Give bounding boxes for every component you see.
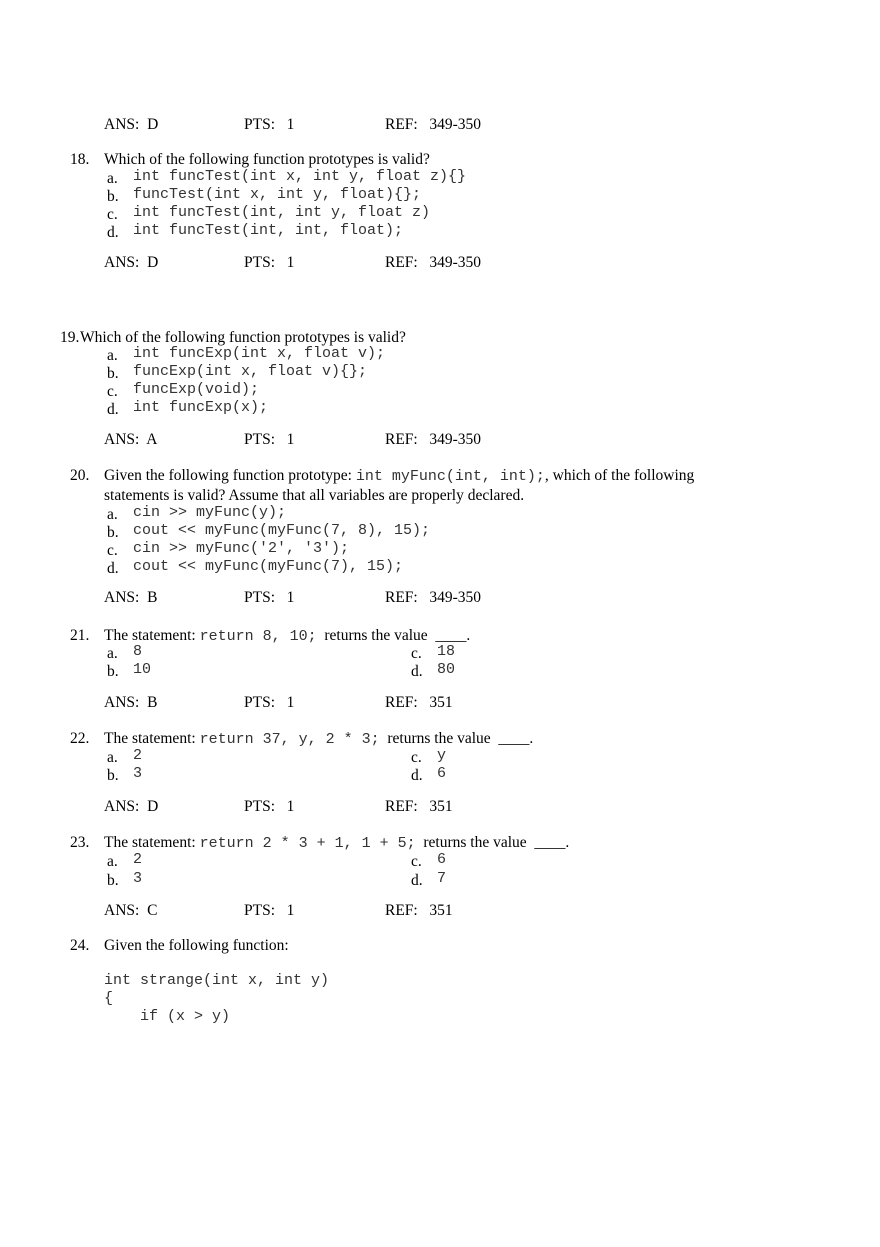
option-code: 2 <box>133 851 143 868</box>
question-text <box>104 467 694 486</box>
reference-label: REF: 349-350 <box>385 254 482 271</box>
option-code: cin >> myFunc(y); <box>133 504 287 521</box>
question-number: 18. <box>70 151 90 168</box>
question-number: 20. <box>70 467 90 484</box>
code-line: int strange(int x, int y) <box>104 972 330 989</box>
points-label: PTS: 1 <box>244 694 295 711</box>
question-text <box>104 730 533 749</box>
points-label: PTS: 1 <box>244 431 295 448</box>
answer-label: ANS: D <box>104 254 159 271</box>
question-inline-code: int myFunc(int, int); <box>355 468 545 485</box>
question-text: Given the following function: <box>104 937 289 954</box>
question-number: 21. <box>70 627 90 644</box>
question-text-post: , which of the following <box>544 467 695 484</box>
reference-label: REF: 351 <box>385 798 453 815</box>
answer-label: ANS: B <box>104 694 158 711</box>
option-letter: d. <box>107 224 119 241</box>
question-inline-code: return 37, y, 2 * 3; <box>199 731 380 748</box>
option-code: 3 <box>133 765 143 782</box>
question-number: 24. <box>70 937 90 954</box>
option-letter: b. <box>107 365 119 382</box>
option-letter: c. <box>411 853 422 870</box>
option-letter: c. <box>107 206 118 223</box>
option-code: 8 <box>133 643 143 660</box>
question-text-pre: The statement: <box>104 834 200 851</box>
question-text <box>104 834 569 853</box>
option-code: cout << myFunc(myFunc(7), 15); <box>133 558 404 575</box>
option-letter: a. <box>107 645 118 662</box>
option-letter: d. <box>411 767 423 784</box>
option-letter: a. <box>107 853 118 870</box>
question-text-post: returns the value ____. <box>415 834 570 851</box>
option-letter: c. <box>107 542 118 559</box>
reference-label: REF: 351 <box>385 902 453 919</box>
option-code: int funcTest(int, int, float); <box>133 222 404 239</box>
question-text-pre: The statement: <box>104 730 200 747</box>
question-text-line2: statements is valid? Assume that all variables are properly declared. <box>104 487 525 504</box>
option-letter: b. <box>107 767 119 784</box>
option-code: int funcExp(x); <box>133 399 269 416</box>
option-code: 3 <box>133 870 143 887</box>
question-number: 23. <box>70 834 90 851</box>
question-number: 19. <box>60 329 80 346</box>
question-text <box>104 627 470 646</box>
option-letter: b. <box>107 524 119 541</box>
option-letter: d. <box>107 560 119 577</box>
option-letter: a. <box>107 170 118 187</box>
code-line: { <box>104 990 114 1007</box>
reference-label: REF: 349-350 <box>385 431 482 448</box>
option-letter: c. <box>107 383 118 400</box>
answer-label: ANS: B <box>104 589 158 606</box>
reference-label: REF: 349-350 <box>385 589 482 606</box>
question-text-post: returns the value ____. <box>379 730 534 747</box>
points-label: PTS: 1 <box>244 116 295 133</box>
option-letter: b. <box>107 872 119 889</box>
option-letter: b. <box>107 663 119 680</box>
option-code: 2 <box>133 747 143 764</box>
option-code: 80 <box>437 661 456 678</box>
option-code: int funcTest(int, int y, float z) <box>133 204 431 221</box>
option-code: 18 <box>437 643 456 660</box>
option-letter: d. <box>411 663 423 680</box>
option-letter: b. <box>107 188 119 205</box>
option-code: cout << myFunc(myFunc(7, 8), 15); <box>133 522 431 539</box>
option-letter: c. <box>411 749 422 766</box>
option-letter: d. <box>411 872 423 889</box>
option-letter: d. <box>107 401 119 418</box>
option-code: funcTest(int x, int y, float){}; <box>133 186 422 203</box>
option-code: int funcTest(int x, int y, float z){} <box>133 168 467 185</box>
option-code: 6 <box>437 851 447 868</box>
option-code: 7 <box>437 870 447 887</box>
question-number: 22. <box>70 730 90 747</box>
option-code: 6 <box>437 765 447 782</box>
points-label: PTS: 1 <box>244 254 295 271</box>
option-code: cin >> myFunc('2', '3'); <box>133 540 350 557</box>
question-inline-code: return 2 * 3 + 1, 1 + 5; <box>199 835 416 852</box>
option-letter: c. <box>411 645 422 662</box>
option-letter: a. <box>107 749 118 766</box>
question-text-pre: The statement: <box>104 627 200 644</box>
answer-label: ANS: D <box>104 798 159 815</box>
points-label: PTS: 1 <box>244 589 295 606</box>
code-line: if (x > y) <box>104 1008 231 1025</box>
option-code: int funcExp(int x, float v); <box>133 345 386 362</box>
option-code: y <box>437 747 447 764</box>
question-text: Which of the following function prototypes is valid? <box>80 329 406 346</box>
question-text-pre: Given the following function prototype: <box>104 467 356 484</box>
reference-label: REF: 349-350 <box>385 116 482 133</box>
option-code: 10 <box>133 661 152 678</box>
question-text: Which of the following function prototypes is valid? <box>104 151 430 168</box>
answer-label: ANS: A <box>104 431 158 448</box>
question-inline-code: return 8, 10; <box>199 628 317 645</box>
points-label: PTS: 1 <box>244 798 295 815</box>
option-code: funcExp(int x, float v){}; <box>133 363 368 380</box>
option-code: funcExp(void); <box>133 381 260 398</box>
reference-label: REF: 351 <box>385 694 453 711</box>
question-text-post: returns the value ____. <box>316 627 471 644</box>
answer-label: ANS: D <box>104 116 159 133</box>
option-letter: a. <box>107 347 118 364</box>
answer-label: ANS: C <box>104 902 158 919</box>
option-letter: a. <box>107 506 118 523</box>
points-label: PTS: 1 <box>244 902 295 919</box>
